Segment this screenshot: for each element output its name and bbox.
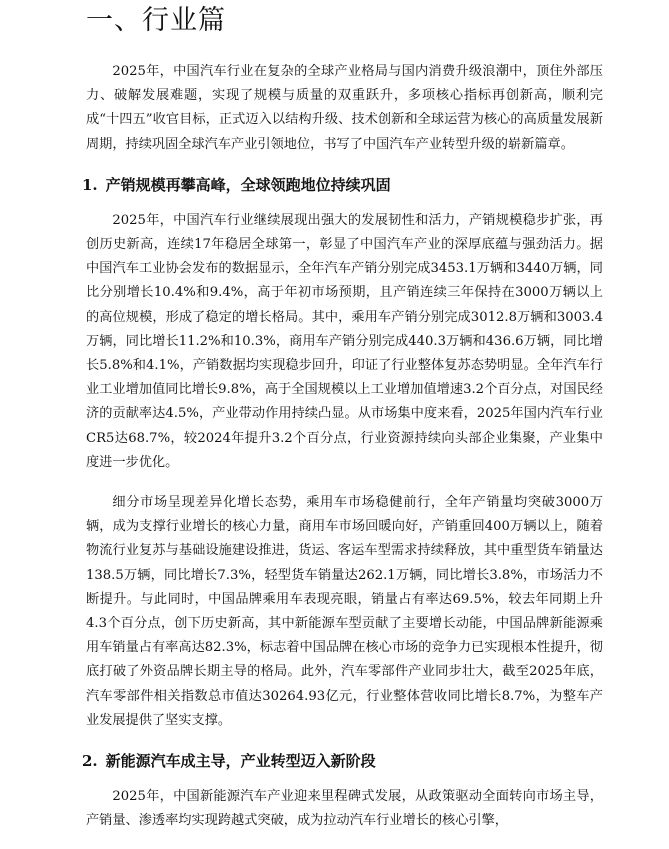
page-title: 一、行业篇	[86, 5, 226, 36]
section-title: 产销规模再攀高峰，全球领跑地位持续巩固	[105, 175, 391, 194]
intro-paragraph: 2025年，中国汽车行业在复杂的全球产业格局与国内消费升级浪潮中，顶住外部压力、破解发展难题，实现了规模与质量的双重跃升，多项核心指标再创新高，顺利完成“十四五”收官目标，正式迈入以结构升级、技术创新和全球运营为核心的高质量发展新周期，持续巩固全球汽车产业引领地位，书写了中国汽车产业转型升级的崭新篇章。	[86, 64, 603, 152]
section-heading-2	[82, 749, 603, 773]
section-title: 新能源汽车成主导，产业转型迈入新阶段	[105, 752, 376, 771]
section-number: 1.	[82, 175, 98, 194]
body-paragraph: 2025年，中国汽车行业继续展现出强大的发展韧性和活力，产销规模稳步扩张，再创历史新高，连续17年稳居全球第一，彰显了中国汽车产业的深厚底蕴与强劲活力。据中国汽车工业协会发布的数据显示，全年汽车产销分别完成3453.1万辆和3440万辆，同比分别增长10.4%和9.4%，高于年初市场预期，且产销连续三年保持在3000万辆以上的高位规模，形成了稳定的增长格局。其中，乘用车产销分别完成3012.8万辆和3003.4万辆，同比增长11.2%和10.3%，商用车产销分别完成440.3万辆和436.6万辆，同比增长5.8%和4.1%，产销数据均实现稳步回升，印证了行业整体复苏态势明显。全年汽车行业工业增加值同比增长9.8%，高于全国规模以上工业增加值增速3.2个百分点，对国民经济的贡献率达4.5%，产业带动作用持续凸显。从市场集中度来看，2025年国内汽车行业CR5达68.7%，较2024年提升3.2个百分点，行业资源持续向头部企业集聚，产业集中度进一步优化。	[86, 212, 603, 470]
body-paragraph: 2025年，中国新能源汽车产业迎来里程碑式发展，从政策驱动全面转向市场主导，产销量、渗透率均实现跨越式突破，成为拉动汽车行业增长的核心引擎，	[86, 789, 603, 829]
section-heading-1	[82, 173, 603, 197]
document-body	[82, 60, 603, 849]
section-number: 2.	[82, 752, 98, 771]
body-paragraph: 细分市场呈现差异化增长态势，乘用车市场稳健前行，全年产销量均突破3000万辆，成为支撑行业增长的核心力量，商用车市场回暖向好，产销重回400万辆以上，随着物流行业复苏与基础设施建设推进，货运、客运车型需求持续释放，其中重型货车销量达138.5万辆，同比增长7.3%，轻型货车销量达262.1万辆，同比增长3.8%，市场活力不断提升。与此同时，中国品牌乘用车表现亮眼，销量占有率达69.5%，较去年同期上升4.3个百分点，创下历史新高，其中新能源车型贡献了主要增长动能，中国品牌新能源乘用车销量占有率高达82.3%，标志着中国品牌在核心市场的竞争力已实现根本性提升，彻底打破了外资品牌长期主导的格局。此外，汽车零部件产业同步壮大，截至2025年底，汽车零部件相关指数总市值达30264.93亿元，行业整体营收同比增长8.7%，为整车产业发展提供了坚实支撑。	[86, 495, 603, 728]
